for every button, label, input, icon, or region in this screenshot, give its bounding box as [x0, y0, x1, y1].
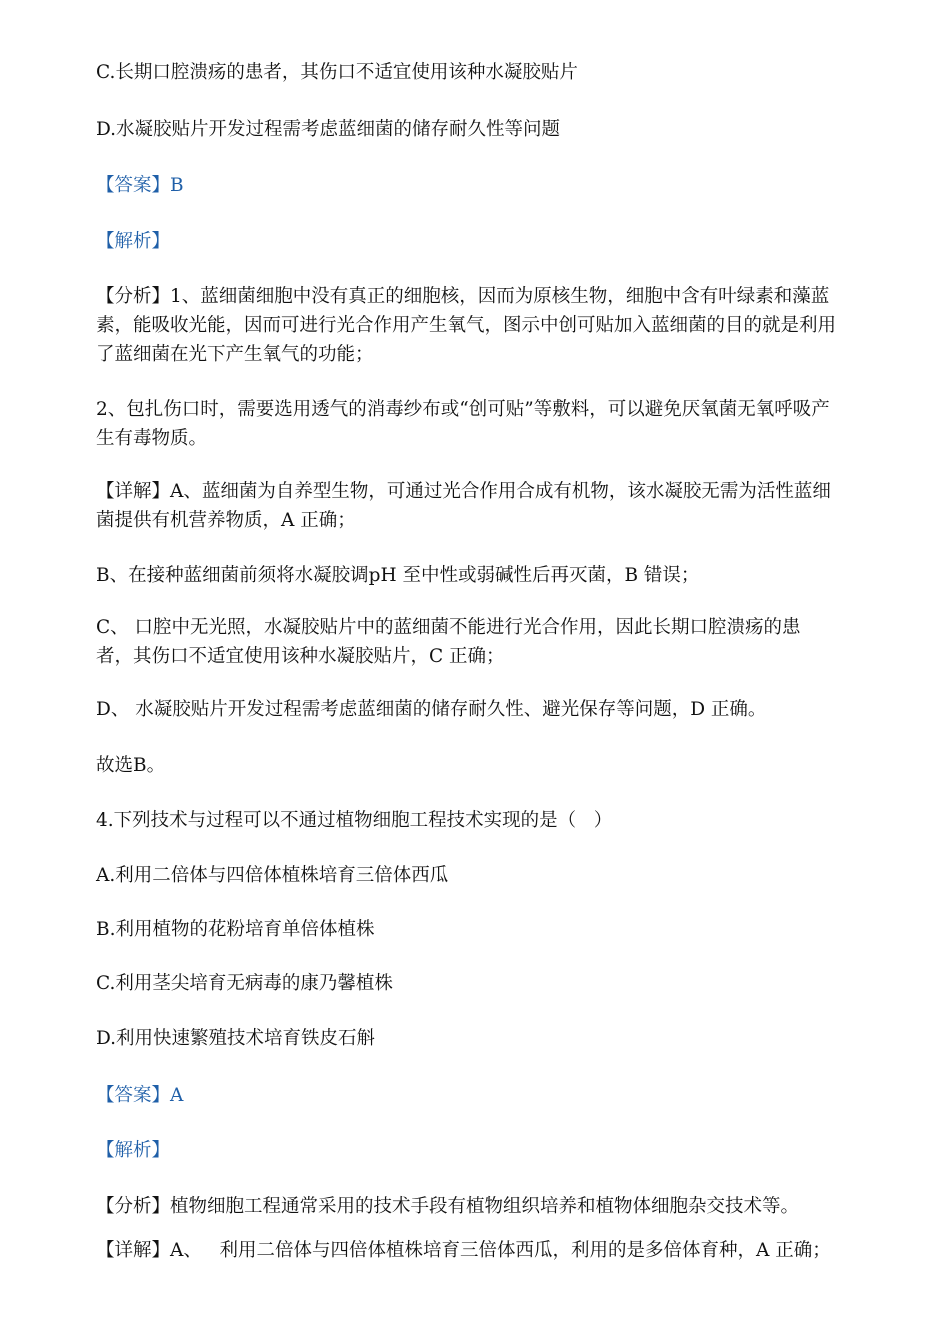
q4-analysis-label: 【解析】 — [96, 1140, 171, 1161]
q3-conclusion: 故选B。 — [96, 755, 166, 776]
q4-option-c: C.利用茎尖培育无病毒的康乃馨植株 — [96, 973, 393, 994]
q4-option-d: D.利用快速繁殖技术培育铁皮石斛 — [96, 1028, 376, 1049]
q3-detail-a: 【详解】A、蓝细菌为自养型生物，可通过光合作用合成有机物，该水凝胶无需为活性蓝细菌提供有机营养物质，A 正确； — [96, 481, 831, 531]
q4-option-a: A.利用二倍体与四倍体植株培育三倍体西瓜 — [96, 865, 449, 886]
q3-detail-d: D、 水凝胶贴片开发过程需考虑蓝细菌的储存耐久性、避光保存等问题，D 正确。 — [96, 699, 767, 720]
q3-option-c: C.长期口腔溃疡的患者，其伤口不适宜使用该种水凝胶贴片 — [96, 62, 578, 83]
q3-answer: 【答案】B — [96, 175, 184, 196]
q4-stem: 4.下列技术与过程可以不通过植物细胞工程技术实现的是（ ） — [96, 810, 613, 831]
q4-option-b: B.利用植物的花粉培育单倍体植株 — [96, 919, 375, 940]
q3-detail-b: B、在接种蓝细菌前须将水凝胶调pH 至中性或弱碱性后再灭菌，B 错误； — [96, 565, 700, 586]
q4-analysis: 【分析】植物细胞工程通常采用的技术手段有植物组织培养和植物体细胞杂交技术等。 — [96, 1196, 800, 1217]
q3-analysis-2: 2、包扎伤口时，需要选用透气的消毒纱布或“创可贴”等敷料，可以避免厌氧菌无氧呼吸产生有毒物质。 — [96, 399, 830, 449]
q3-detail-c: C、 口腔中无光照，水凝胶贴片中的蓝细菌不能进行光合作用，因此长期口腔溃疡的患者，其伤口不适宜使用该种水凝胶贴片，C 正确； — [96, 617, 801, 667]
q4-detail-a: 【详解】A、 利用二倍体与四倍体植株培育三倍体西瓜，利用的是多倍体育种，A 正确； — [96, 1240, 831, 1261]
q3-option-d: D.水凝胶贴片开发过程需考虑蓝细菌的储存耐久性等问题 — [96, 119, 561, 140]
q3-analysis-1: 【分析】1、蓝细菌细胞中没有真正的细胞核，因而为原核生物，细胞中含有叶绿素和藻蓝素，能吸收光能，因而可进行光合作用产生氧气，图示中创可贴加入蓝细菌的目的就是利用了蓝细菌在光下产生氧气的功能； — [96, 286, 837, 365]
q4-answer: 【答案】A — [96, 1085, 184, 1106]
q3-analysis-label: 【解析】 — [96, 231, 171, 252]
